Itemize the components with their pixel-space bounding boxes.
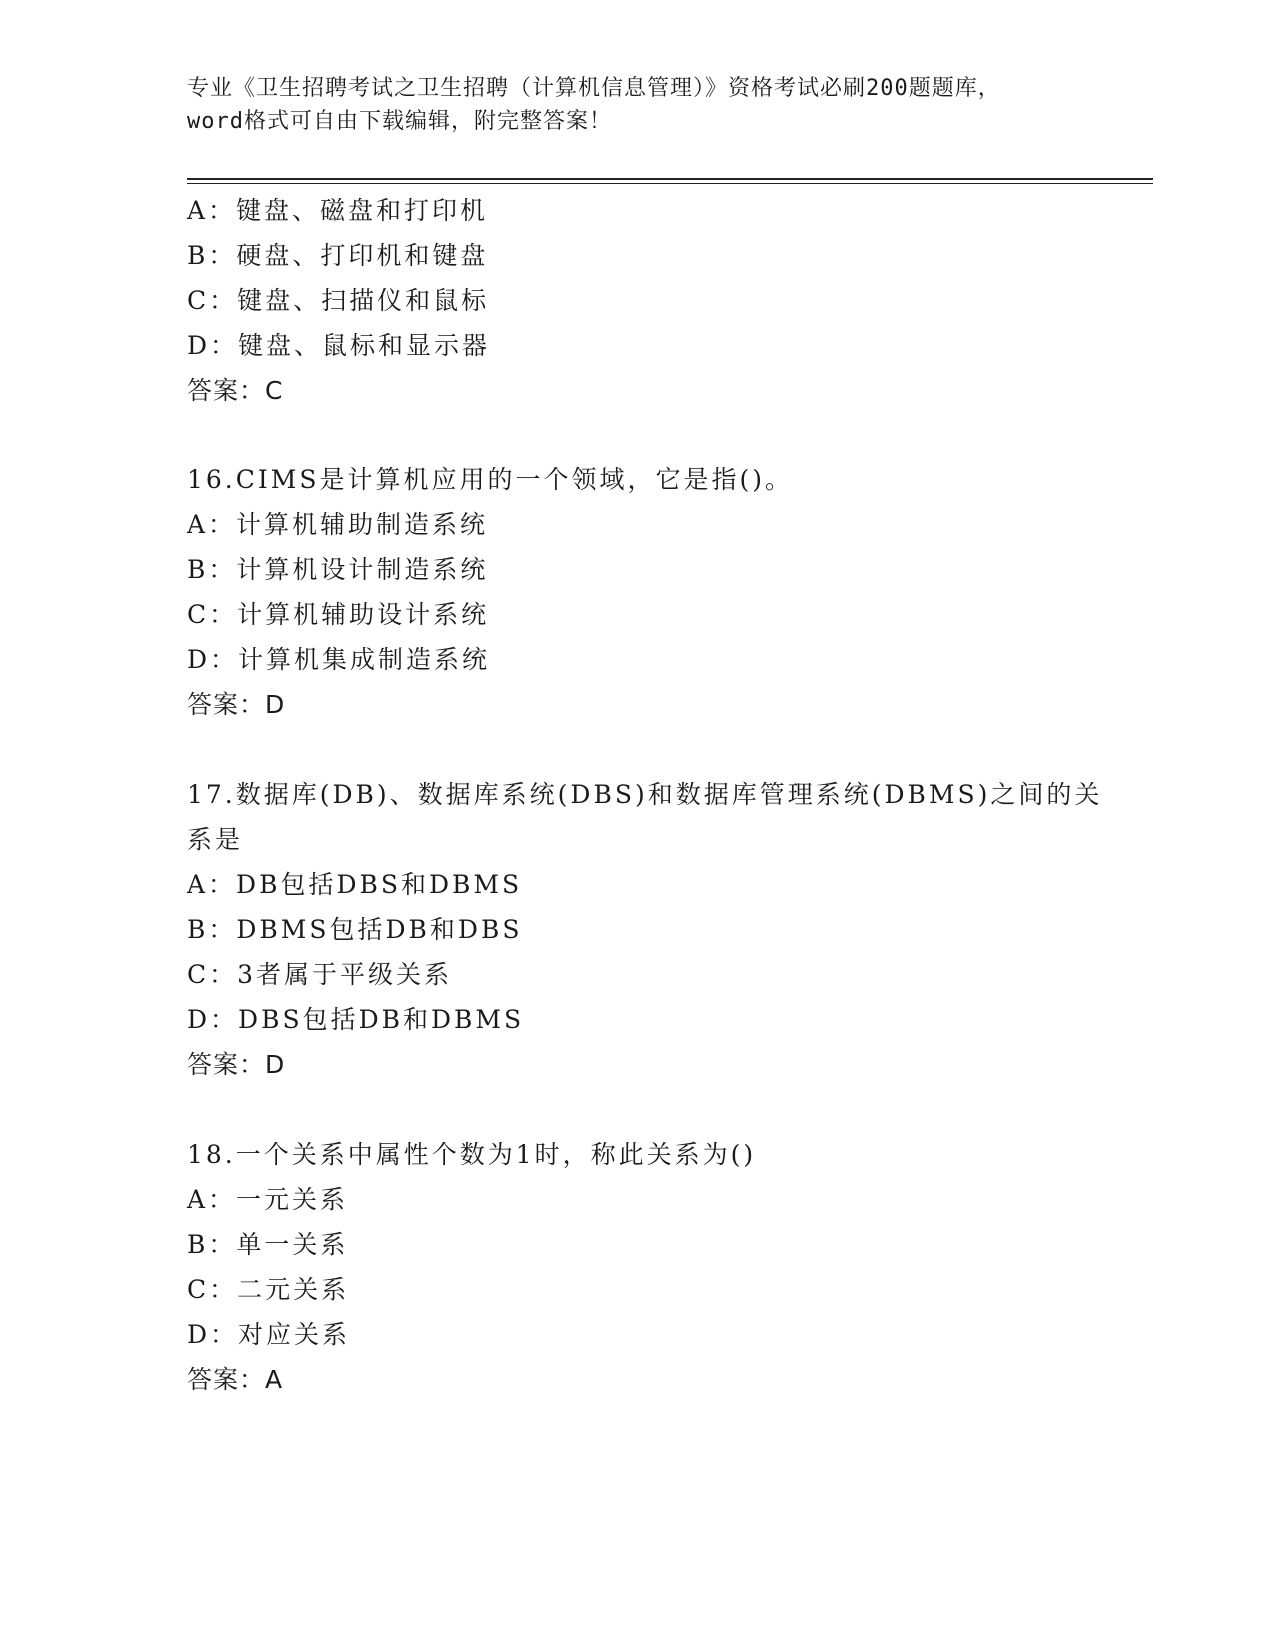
q17-option-a: A：DB包括DBS和DBMS — [187, 870, 523, 899]
q16-option-c: C：计算机辅助设计系统 — [187, 600, 490, 629]
q16-option-a: A：计算机辅助制造系统 — [187, 510, 489, 539]
q17-option-b: B：DBMS包括DB和DBS — [187, 915, 523, 944]
q15-answer: 答案：C — [187, 376, 284, 405]
q15-option-a: A：键盘、磁盘和打印机 — [187, 196, 489, 225]
q17-option-d: D：DBS包括DB和DBMS — [187, 1005, 525, 1034]
header-divider — [187, 178, 1153, 180]
q15-option-d: D：键盘、鼠标和显示器 — [187, 331, 491, 360]
q16-option-d: D：计算机集成制造系统 — [187, 645, 491, 674]
q17-answer: 答案：D — [187, 1050, 286, 1079]
q17-option-c: C：3者属于平级关系 — [187, 960, 453, 989]
q16-answer: 答案：D — [187, 690, 286, 719]
q17-question-line-2: 系是 — [187, 825, 244, 854]
q18-question: 18.一个关系中属性个数为1时，称此关系为() — [187, 1140, 757, 1169]
q18-answer: 答案：A — [187, 1365, 284, 1394]
header-line-2: word格式可自由下载编辑，附完整答案！ — [187, 109, 612, 134]
q18-option-c: C：二元关系 — [187, 1275, 350, 1304]
q15-option-b: B：硬盘、打印机和键盘 — [187, 241, 489, 270]
q16-question: 16.CIMS是计算机应用的一个领域，它是指()。 — [187, 465, 793, 494]
q16-option-b: B：计算机设计制造系统 — [187, 555, 489, 584]
q18-option-a: A：一元关系 — [187, 1185, 349, 1214]
q18-option-b: B：单一关系 — [187, 1230, 349, 1259]
q18-option-d: D：对应关系 — [187, 1320, 351, 1349]
q17-question-line-1: 17.数据库(DB)、数据库系统(DBS)和数据库管理系统(DBMS)之间的关 — [187, 780, 1103, 809]
header-divider-thin — [187, 183, 1153, 184]
document-header — [187, 72, 1087, 138]
header-line-1: 专业《卫生招聘考试之卫生招聘（计算机信息管理）》资格考试必刷200题题库， — [187, 76, 1001, 101]
q15-option-c: C：键盘、扫描仪和鼠标 — [187, 286, 490, 315]
